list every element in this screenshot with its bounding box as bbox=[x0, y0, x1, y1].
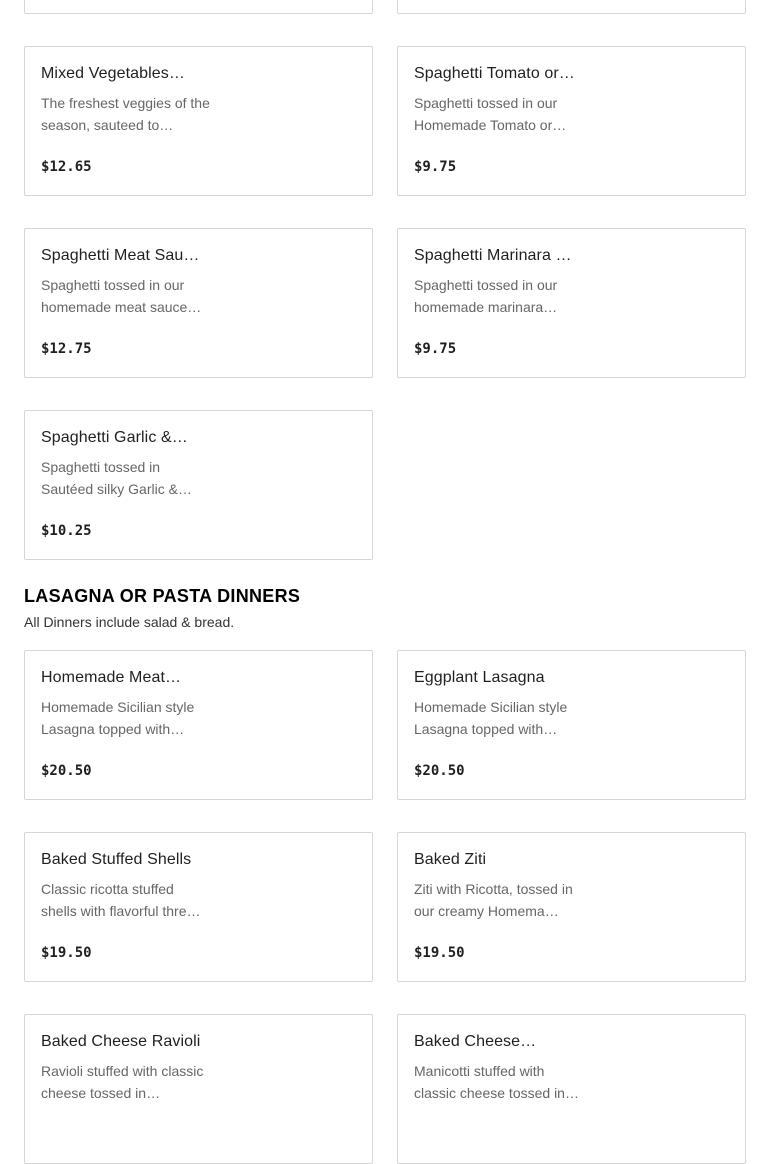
menu-item-description: Manicotti stuffed with classic cheese tossed in… bbox=[414, 1063, 579, 1101]
menu-item-card[interactable] bbox=[24, 1014, 373, 1164]
menu-item-description: Homemade Sicilian style Lasagna topped with… bbox=[41, 699, 195, 737]
menu-item-card[interactable] bbox=[24, 410, 373, 560]
menu-item-card[interactable] bbox=[397, 1014, 746, 1164]
menu-item-name: Spaghetti Garlic &… bbox=[41, 429, 188, 446]
menu-item-price: $19.50 bbox=[41, 945, 92, 961]
menu-item-price: $12.65 bbox=[41, 159, 92, 175]
menu-item-price: $20.50 bbox=[414, 763, 465, 779]
menu-item-name: Mixed Vegetables… bbox=[41, 65, 186, 82]
menu-item-price: $9.75 bbox=[414, 159, 457, 175]
menu-item-description: Ravioli stuffed with classic cheese tossed in… bbox=[41, 1063, 204, 1101]
menu-item-card[interactable] bbox=[24, 832, 373, 982]
menu-item-name: Baked Cheese Ravioli bbox=[41, 1033, 201, 1050]
menu-item-name: Spaghetti Tomato or… bbox=[414, 65, 575, 82]
menu-item-card[interactable] bbox=[397, 46, 746, 196]
menu-item-description: Classic ricotta stuffed shells with flavorful thre… bbox=[41, 881, 201, 919]
section-subtitle: All Dinners include salad & bread. bbox=[24, 614, 235, 630]
menu-item-name: Homemade Meat… bbox=[41, 669, 182, 686]
menu-item-name: Baked Ziti bbox=[414, 851, 487, 868]
menu-item-description: Ziti with Ricotta, tossed in our creamy Homema… bbox=[414, 881, 573, 919]
menu-item-name: Baked Stuffed Shells bbox=[41, 851, 192, 868]
menu-item-card[interactable] bbox=[24, 46, 373, 196]
menu-item-description: Spaghetti tossed in our Homemade Tomato or… bbox=[414, 95, 567, 133]
menu-item-name: Spaghetti Meat Sau… bbox=[41, 247, 200, 264]
menu-item-card[interactable] bbox=[397, 650, 746, 800]
menu-item-price: $10.25 bbox=[41, 523, 92, 539]
menu-item-card-partial[interactable] bbox=[24, 0, 373, 14]
menu-item-description: Spaghetti tossed in our homemade meat sauce… bbox=[41, 277, 202, 315]
menu-item-card-partial[interactable] bbox=[397, 0, 746, 14]
section-title: LASAGNA OR PASTA DINNERS bbox=[24, 586, 301, 606]
menu-item-card[interactable] bbox=[24, 650, 373, 800]
menu-item-description: The freshest veggies of the season, sauteed to… bbox=[41, 95, 210, 133]
menu-item-card[interactable] bbox=[397, 228, 746, 378]
menu-item-card[interactable] bbox=[397, 832, 746, 982]
menu-item-name: Baked Cheese… bbox=[414, 1033, 537, 1050]
menu-item-name: Eggplant Lasagna bbox=[414, 669, 545, 686]
menu-item-price: $20.50 bbox=[41, 763, 92, 779]
menu-item-price: $19.50 bbox=[414, 945, 465, 961]
menu-item-description: Homemade Sicilian style Lasagna topped with… bbox=[414, 699, 568, 737]
menu-item-description: Spaghetti tossed in our homemade marinara… bbox=[414, 277, 558, 315]
menu-item-price: $12.75 bbox=[41, 341, 92, 357]
menu-item-price: $9.75 bbox=[414, 341, 457, 357]
menu-item-card[interactable] bbox=[24, 228, 373, 378]
menu-item-description: Spaghetti tossed in Sautéed silky Garlic &… bbox=[41, 459, 192, 497]
menu-item-name: Spaghetti Marinara … bbox=[414, 247, 572, 264]
